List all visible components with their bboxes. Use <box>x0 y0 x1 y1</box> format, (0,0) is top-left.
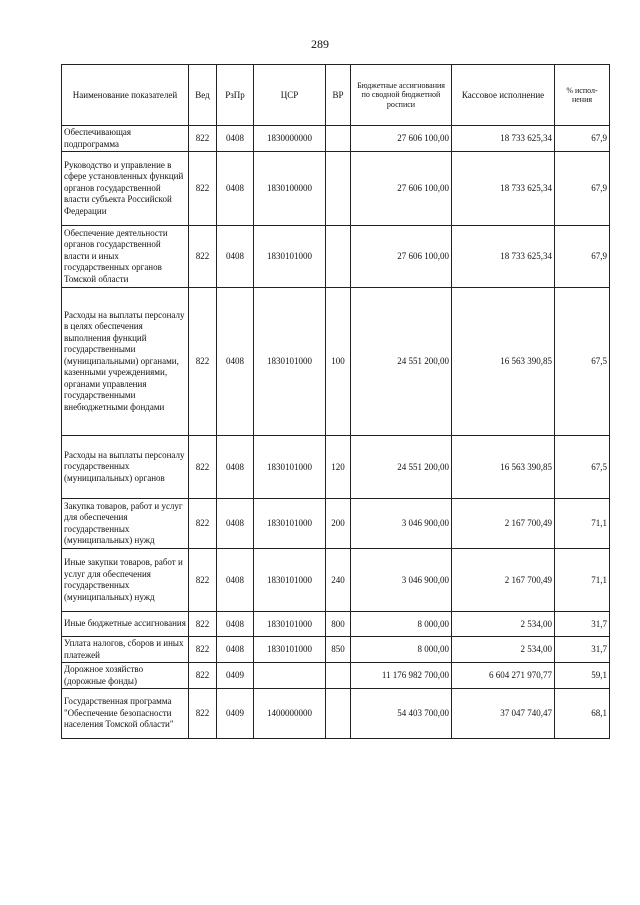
row-budget: 11 176 982 700,00 <box>351 663 452 689</box>
row-budget: 3 046 900,00 <box>351 499 452 549</box>
row-csr: 1830101000 <box>254 436 326 499</box>
row-cash: 18 733 625,34 <box>452 152 555 226</box>
header-budget: Бюджетные ассигнования по сводной бюджетной росписи <box>351 65 452 126</box>
row-vr: 800 <box>326 612 351 637</box>
row-csr: 1830101000 <box>254 499 326 549</box>
row-vr: 850 <box>326 637 351 663</box>
row-budget: 24 551 200,00 <box>351 288 452 436</box>
row-ved: 822 <box>189 689 217 739</box>
row-name: Руководство и управление в сфере установленных функций органов государственной власти субъекта Российской Федерации <box>62 152 189 226</box>
header-csr: ЦСР <box>254 65 326 126</box>
row-ved: 822 <box>189 288 217 436</box>
row-vr <box>326 663 351 689</box>
table-row <box>62 499 610 549</box>
row-cash: 2 167 700,49 <box>452 499 555 549</box>
header-vr: ВР <box>326 65 351 126</box>
header-cash: Кассовое исполнение <box>452 65 555 126</box>
row-vr: 120 <box>326 436 351 499</box>
table-row <box>62 549 610 612</box>
row-budget: 8 000,00 <box>351 637 452 663</box>
row-vr <box>326 689 351 739</box>
row-ved: 822 <box>189 549 217 612</box>
row-percent: 67,5 <box>555 288 610 436</box>
table-row <box>62 288 610 436</box>
row-percent: 71,1 <box>555 549 610 612</box>
row-name: Государственная программа "Обеспечение безопасности населения Томской области" <box>62 689 189 739</box>
row-ved: 822 <box>189 499 217 549</box>
row-rzpr: 0408 <box>217 152 254 226</box>
row-ved: 822 <box>189 436 217 499</box>
row-name: Обеспечение деятельности органов государственной власти и иных государственных органов Томской области <box>62 226 189 288</box>
row-rzpr: 0408 <box>217 549 254 612</box>
row-budget: 27 606 100,00 <box>351 152 452 226</box>
row-rzpr: 0408 <box>217 499 254 549</box>
table-row <box>62 152 610 226</box>
row-cash: 18 733 625,34 <box>452 226 555 288</box>
row-rzpr: 0408 <box>217 436 254 499</box>
table-row <box>62 226 610 288</box>
row-percent: 67,9 <box>555 226 610 288</box>
row-rzpr: 0409 <box>217 689 254 739</box>
table-row <box>62 637 610 663</box>
row-percent: 67,5 <box>555 436 610 499</box>
row-rzpr: 0408 <box>217 126 254 152</box>
row-name: Расходы на выплаты персоналу в целях обеспечения выполнения функций государственными (муниципальными) органами, казенными учреждениями, органами управления государственными внебюджетными фондами <box>62 288 189 436</box>
row-vr <box>326 152 351 226</box>
row-name: Дорожное хозяйство (дорожные фонды) <box>62 663 189 689</box>
row-cash: 16 563 390,85 <box>452 288 555 436</box>
row-rzpr: 0409 <box>217 663 254 689</box>
row-name: Иные закупки товаров, работ и услуг для обеспечения государственных (муниципальных) нужд <box>62 549 189 612</box>
row-ved: 822 <box>189 637 217 663</box>
row-percent: 31,7 <box>555 612 610 637</box>
row-budget: 27 606 100,00 <box>351 226 452 288</box>
row-csr: 1830101000 <box>254 549 326 612</box>
header-percent: % испол-нения <box>555 65 610 126</box>
row-percent: 59,1 <box>555 663 610 689</box>
row-budget: 27 606 100,00 <box>351 126 452 152</box>
table-row <box>62 612 610 637</box>
row-vr <box>326 226 351 288</box>
header-rzpr: РзПр <box>217 65 254 126</box>
row-percent: 67,9 <box>555 152 610 226</box>
row-csr: 1830101000 <box>254 226 326 288</box>
row-name: Расходы на выплаты персоналу государственных (муниципальных) органов <box>62 436 189 499</box>
row-csr: 1400000000 <box>254 689 326 739</box>
row-rzpr: 0408 <box>217 637 254 663</box>
row-cash: 2 167 700,49 <box>452 549 555 612</box>
row-csr: 1830100000 <box>254 152 326 226</box>
row-vr: 200 <box>326 499 351 549</box>
row-ved: 822 <box>189 612 217 637</box>
row-ved: 822 <box>189 663 217 689</box>
row-rzpr: 0408 <box>217 612 254 637</box>
row-rzpr: 0408 <box>217 226 254 288</box>
row-percent: 31,7 <box>555 637 610 663</box>
table-row <box>62 689 610 739</box>
row-percent: 71,1 <box>555 499 610 549</box>
row-ved: 822 <box>189 126 217 152</box>
row-cash: 6 604 271 970,77 <box>452 663 555 689</box>
row-csr: 1830101000 <box>254 288 326 436</box>
budget-execution-table <box>61 64 610 739</box>
row-budget: 54 403 700,00 <box>351 689 452 739</box>
row-ved: 822 <box>189 226 217 288</box>
row-csr: 1830101000 <box>254 637 326 663</box>
row-cash: 16 563 390,85 <box>452 436 555 499</box>
header-ved: Вед <box>189 65 217 126</box>
row-csr: 1830000000 <box>254 126 326 152</box>
row-cash: 2 534,00 <box>452 612 555 637</box>
row-csr <box>254 663 326 689</box>
row-budget: 24 551 200,00 <box>351 436 452 499</box>
row-cash: 37 047 740,47 <box>452 689 555 739</box>
table-row <box>62 126 610 152</box>
row-name: Закупка товаров, работ и услуг для обеспечения государственных (муниципальных) нужд <box>62 499 189 549</box>
row-csr: 1830101000 <box>254 612 326 637</box>
row-percent: 67,9 <box>555 126 610 152</box>
row-cash: 2 534,00 <box>452 637 555 663</box>
page-number: 289 <box>311 37 329 51</box>
header-name: Наименование показателей <box>62 65 189 126</box>
row-name: Обеспечивающая подпрограмма <box>62 126 189 152</box>
row-name: Иные бюджетные ассигнования <box>62 612 189 637</box>
table-row <box>62 663 610 689</box>
row-ved: 822 <box>189 152 217 226</box>
row-vr: 240 <box>326 549 351 612</box>
table-header-row <box>62 65 610 126</box>
table-row <box>62 436 610 499</box>
row-rzpr: 0408 <box>217 288 254 436</box>
row-cash: 18 733 625,34 <box>452 126 555 152</box>
row-vr: 100 <box>326 288 351 436</box>
row-vr <box>326 126 351 152</box>
row-budget: 8 000,00 <box>351 612 452 637</box>
row-budget: 3 046 900,00 <box>351 549 452 612</box>
row-name: Уплата налогов, сборов и иных платежей <box>62 637 189 663</box>
row-percent: 68,1 <box>555 689 610 739</box>
